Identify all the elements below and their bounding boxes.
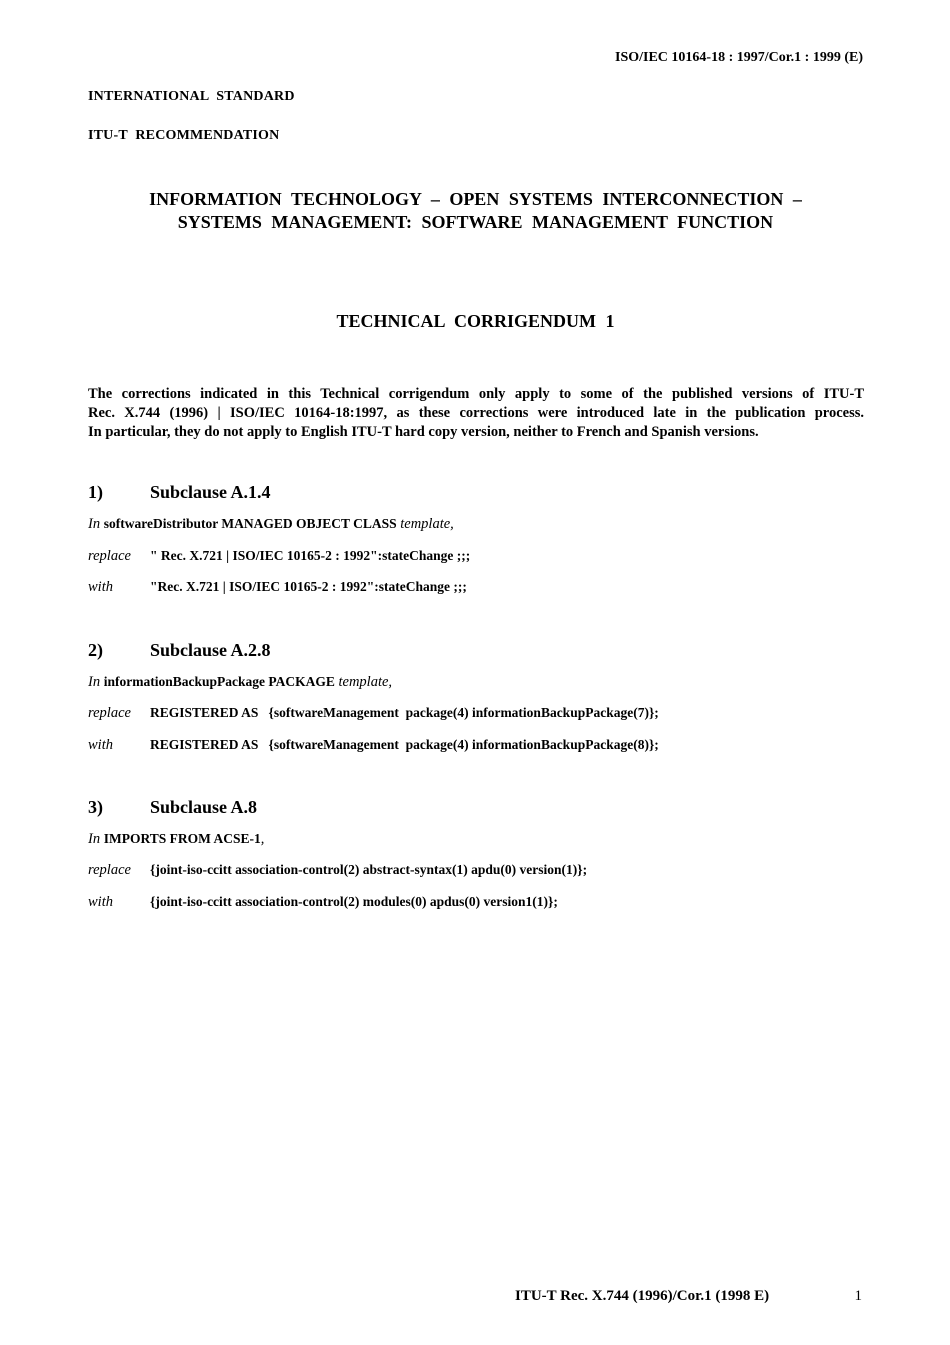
section-number: 2) <box>88 640 103 660</box>
replace-keyword: replace <box>88 862 131 878</box>
context-suffix: template, <box>338 674 393 690</box>
with-keyword: with <box>88 894 113 910</box>
replace-text: " Rec. X.721 | ISO/IEC 10165-2 : 1992":stateChange ;;; <box>150 548 471 563</box>
replace-text: {joint-iso-ccitt association-control(2) abstract-syntax(1) apdu(0) version(1)}; <box>150 862 588 877</box>
replace-keyword: replace <box>88 548 131 564</box>
international-standard-label: INTERNATIONAL STANDARD <box>88 89 295 104</box>
context-prefix: In <box>88 674 101 690</box>
context-subject: IMPORTS FROM ACSE-1 <box>103 831 261 846</box>
intro-line-3: In particular, they do not apply to English ITU-T hard copy version, neither to French and Spanish versions. <box>88 424 759 440</box>
replace-text: REGISTERED AS {softwareManagement package(4) informationBackupPackage(7)}; <box>150 705 659 720</box>
document-title <box>88 188 863 234</box>
section-context <box>88 516 454 533</box>
section-title: Subclause A.1.4 <box>150 482 271 502</box>
intro-line-1: The corrections indicated in this Technical corrigendum only apply to some of the published versions of ITU-T <box>88 386 864 402</box>
section-title: Subclause A.2.8 <box>150 640 271 660</box>
with-keyword: with <box>88 737 113 753</box>
intro-paragraph <box>88 385 864 442</box>
with-text: "Rec. X.721 | ISO/IEC 10165-2 : 1992":stateChange ;;; <box>150 579 467 594</box>
context-suffix: , <box>260 831 265 847</box>
itu-t-recommendation-label: ITU-T RECOMMENDATION <box>88 128 280 143</box>
section-title: Subclause A.8 <box>150 797 258 817</box>
section-number: 3) <box>88 797 103 817</box>
context-suffix: template, <box>400 516 454 532</box>
with-text: {joint-iso-ccitt association-control(2) modules(0) apdus(0) version1(1)}; <box>150 894 558 909</box>
context-subject: softwareDistributor MANAGED OBJECT CLASS <box>103 516 397 531</box>
title-line-2: SYSTEMS MANAGEMENT: SOFTWARE MANAGEMENT FUNCTION <box>177 212 774 232</box>
replace-keyword: replace <box>88 705 131 721</box>
intro-line-2: Rec. X.744 (1996) | ISO/IEC 10164-18:1997, as these corrections were introduced late in the publication process. <box>88 405 864 421</box>
section-context <box>88 674 392 691</box>
page-number: 1 <box>854 1288 862 1304</box>
title-line-1: INFORMATION TECHNOLOGY – OPEN SYSTEMS INTERCONNECTION – <box>149 189 802 209</box>
context-subject: informationBackupPackage PACKAGE <box>103 674 335 689</box>
section-number: 1) <box>88 482 103 502</box>
context-prefix: In <box>88 831 101 847</box>
context-prefix: In <box>88 516 101 532</box>
document-code: ISO/IEC 10164-18 : 1997/Cor.1 : 1999 (E) <box>615 50 863 65</box>
footer-reference: ITU-T Rec. X.744 (1996)/Cor.1 (1998 E) <box>515 1288 770 1304</box>
section-context <box>88 831 264 848</box>
corrigendum-title: TECHNICAL CORRIGENDUM 1 <box>336 311 615 331</box>
with-keyword: with <box>88 579 113 595</box>
with-text: REGISTERED AS {softwareManagement package(4) informationBackupPackage(8)}; <box>150 737 659 752</box>
